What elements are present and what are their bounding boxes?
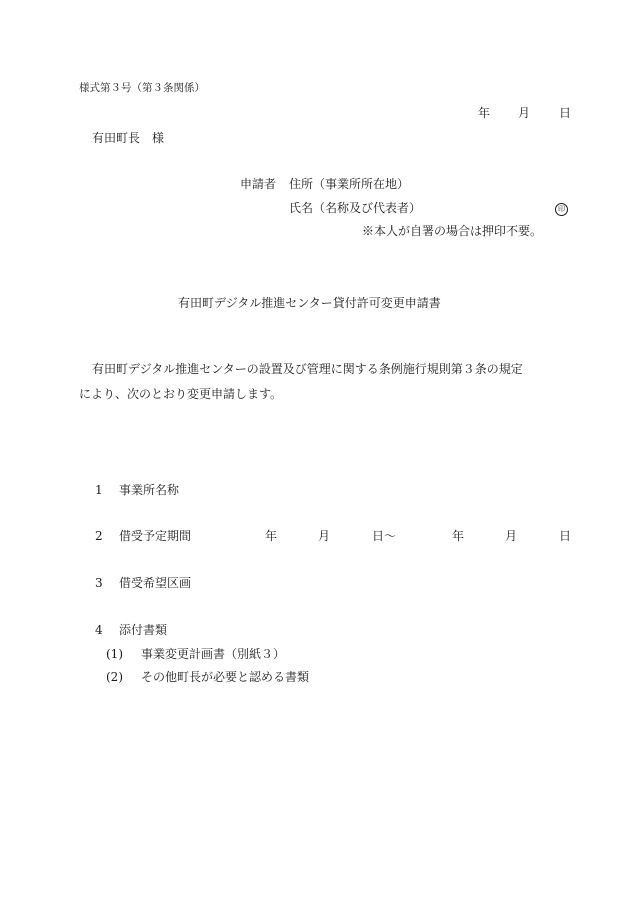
document-title: 有田町デジタル推進センター貸付許可変更申請書 bbox=[178, 296, 441, 310]
attachment-business-plan: 事業変更計画書（別紙３） bbox=[141, 647, 286, 661]
item-number: 1 bbox=[95, 483, 103, 497]
item-number: 2 bbox=[95, 529, 103, 543]
period-end-day: 日 bbox=[559, 529, 572, 543]
item-label-attachments: 添付書類 bbox=[119, 623, 168, 637]
applicant-address-label: 住所（事業所所在地） bbox=[289, 177, 410, 191]
body-text-line-2: により、次のとおり変更申請します。 bbox=[79, 387, 283, 401]
period-end-year: 年 bbox=[452, 529, 465, 543]
date-year-label: 年 bbox=[478, 106, 491, 120]
addressee: 有田町長 様 bbox=[92, 131, 165, 145]
item-label-lease-period: 借受予定期間 bbox=[119, 529, 192, 543]
body-text-line-1: 有田町デジタル推進センターの設置及び管理に関する条例施行規則第３条の規定 bbox=[92, 362, 523, 376]
period-start-day: 日～ bbox=[372, 529, 397, 543]
applicant-name-label: 氏名（名称及び代表者） bbox=[289, 201, 422, 215]
form-number: 様式第３号（第３条関係） bbox=[79, 82, 205, 94]
date-month-label: 月 bbox=[518, 106, 531, 120]
item-label-business-name: 事業所名称 bbox=[119, 483, 180, 497]
item-number: 3 bbox=[95, 576, 103, 590]
item-label-desired-section: 借受希望区画 bbox=[119, 576, 192, 590]
item-number: 4 bbox=[95, 623, 103, 637]
period-start-month: 月 bbox=[318, 529, 331, 543]
attachment-number: (1) bbox=[106, 647, 123, 661]
period-end-month: 月 bbox=[505, 529, 518, 543]
date-day-label: 日 bbox=[559, 106, 572, 120]
seal-mark: 印 bbox=[555, 203, 568, 216]
period-start-year: 年 bbox=[265, 529, 278, 543]
seal-note: ※本人が自署の場合は押印不要。 bbox=[362, 224, 543, 238]
attachment-other-documents: その他町長が必要と認める書類 bbox=[141, 670, 310, 684]
attachment-number: (2) bbox=[106, 670, 123, 684]
applicant-label: 申請者 bbox=[240, 177, 277, 191]
